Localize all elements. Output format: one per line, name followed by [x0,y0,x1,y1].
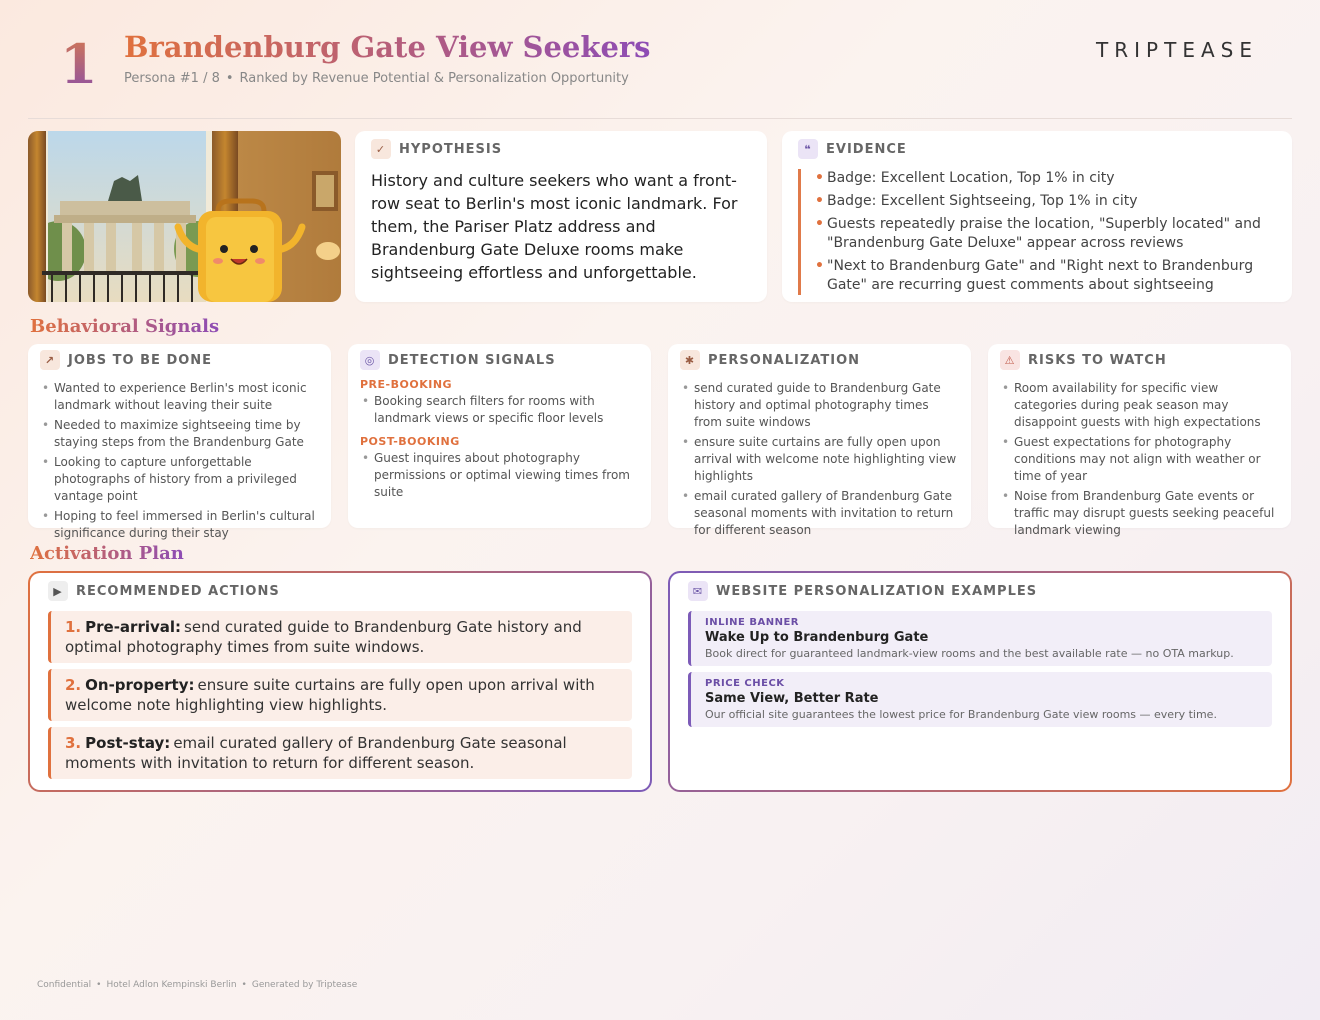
detection-heading: DETECTION SIGNALS [388,352,556,368]
example-desc: Our official site guarantees the lowest price for Brandenburg Gate view rooms — every time. [705,708,1217,721]
website-examples-inner [670,573,1290,790]
website-header [688,581,1272,601]
quote-icon: ❝ [798,139,818,159]
recommended-actions-box [28,571,652,792]
action-text: send curated guide to Brandenburg Gate history and optimal photography times from suite windows. [65,618,582,656]
persona-illustration [28,131,341,302]
pre-booking-label: PRE-BOOKING [360,378,453,391]
hypothesis-heading: HYPOTHESIS [399,141,503,157]
evidence-item: • Badge: Excellent Sightseeing, Top 1% in city [815,192,1276,211]
risks-list [1000,380,1279,539]
check-icon: ✓ [371,139,391,159]
list-item: • Booking search filters for rooms with landmark views or specific floor levels [360,393,639,427]
list-item: • Noise from Brandenburg Gate events or traffic may disrupt guests seeking peaceful landmark viewing [1000,488,1279,539]
post-booking-label: POST-BOOKING [360,435,460,448]
evidence-item: • "Next to Brandenburg Gate" and "Right next to Brandenburg Gate" are recurring guest comments about sightseeing [815,257,1276,295]
evidence-list [798,169,1276,295]
detection-header [360,350,639,370]
action-label: On-property: [85,676,195,694]
persona-number: 1 [60,32,98,96]
list-item: • Room availability for specific view categories during peak season may disappoint guests with high expectations [1000,380,1279,431]
footer-hotel: Hotel Adlon Kempinski Berlin [106,980,237,990]
page-header [28,28,1292,118]
risks-header [1000,350,1279,370]
page-title: Brandenburg Gate View Seekers [124,30,651,64]
hypothesis-header [371,139,751,159]
behavioral-signals-title: Behavioral Signals [30,316,220,337]
website-heading: WEBSITE PERSONALIZATION EXAMPLES [716,583,1038,599]
footer-confidential: Confidential [37,980,92,990]
website-examples-box [668,571,1292,792]
example-title: Same View, Better Rate [705,691,879,706]
evidence-heading: EVIDENCE [826,141,907,157]
list-item: • Guest inquires about photography permissions or optimal viewing times from suite [360,450,639,501]
example-title: Wake Up to Brandenburg Gate [705,630,929,645]
personalization-heading: PERSONALIZATION [708,352,861,368]
action-item [48,611,632,663]
action-text: ensure suite curtains are fully open upon arrival with welcome note highlighting view highlights. [65,676,595,714]
personalization-list [680,380,959,539]
evidence-card [782,131,1292,302]
list-item: • Guest expectations for photography conditions may not align with weather or time of year [1000,434,1279,485]
list-item: • email curated gallery of Brandenburg Gate seasonal moments with invitation to return for different season [680,488,959,539]
risks-heading: RISKS TO WATCH [1028,352,1167,368]
page-subtitle: Persona #1 / 8 • Ranked by Revenue Potential & Personalization Opportunity [124,71,629,86]
ranking-text: Ranked by Revenue Potential & Personalization Opportunity [239,71,629,86]
detection-card [348,344,651,528]
hypothesis-text: History and culture seekers who want a front-row seat to Berlin's most iconic landmark. For them, the Pariser Platz address and Brandenburg Gate Deluxe rooms make sightseeing effortless and unforgettable. [371,171,738,282]
action-label: Pre-arrival: [85,618,182,636]
example-card [688,611,1272,666]
action-number: 1. [65,618,82,636]
recommended-actions-inner [30,573,650,790]
example-card [688,672,1272,727]
list-item: • ensure suite curtains are fully open upon arrival with welcome note highlighting view highlights [680,434,959,485]
action-item [48,727,632,779]
actions-header [48,581,632,601]
page-footer: Confidential • Hotel Adlon Kempinski Berlin • Generated by Triptease [37,980,358,990]
post-booking-list [360,450,639,501]
list-item: • send curated guide to Brandenburg Gate history and optimal photography times from suite windows [680,380,959,431]
jobs-card [28,344,331,540]
sparkle-icon: ✱ [680,350,700,370]
action-label: Post-stay: [85,734,171,752]
radar-icon: ◎ [360,350,380,370]
personalization-header [680,350,959,370]
list-item: • Looking to capture unforgettable photographs of history from a privileged vantage point [40,454,319,505]
persona-index: Persona #1 / 8 [124,71,220,86]
pre-booking-list [360,393,639,427]
example-desc: Book direct for guaranteed landmark-view rooms and the best available rate — no OTA markup. [705,647,1234,660]
list-item: • Needed to maximize sightseeing time by staying steps from the Brandenburg Gate [40,417,319,451]
footer-generated: Generated by Triptease [251,980,358,990]
example-tag: PRICE CHECK [705,678,785,689]
evidence-header [798,139,1276,159]
play-icon: ▶ [48,581,68,601]
action-item [48,669,632,721]
evidence-item: • Badge: Excellent Location, Top 1% in city [815,169,1276,188]
mail-icon: ✉ [688,581,708,601]
personalization-card [668,344,971,537]
trend-arrow-icon: ↗ [40,350,60,370]
header-divider [28,118,1292,119]
jobs-header [40,350,319,370]
example-tag: INLINE BANNER [705,617,799,628]
action-text: email curated gallery of Brandenburg Gate seasonal moments with invitation to return for different season. [65,734,567,772]
actions-heading: RECOMMENDED ACTIONS [76,583,280,599]
brand-logo: TRIPTEASE [1096,38,1258,62]
risks-card [988,344,1291,537]
evidence-item: • Guests repeatedly praise the location, "Superbly located" and "Brandenburg Gate Deluxe" appear across reviews [815,215,1276,253]
action-number: 2. [65,676,82,694]
jobs-heading: JOBS TO BE DONE [68,352,213,368]
list-item: • Hoping to feel immersed in Berlin's cultural significance during their stay [40,508,319,542]
warning-icon: ⚠ [1000,350,1020,370]
jobs-list [40,380,319,542]
action-number: 3. [65,734,82,752]
activation-plan-title: Activation Plan [30,543,184,564]
list-item: • Wanted to experience Berlin's most iconic landmark without leaving their suite [40,380,319,414]
hypothesis-card [355,131,767,302]
